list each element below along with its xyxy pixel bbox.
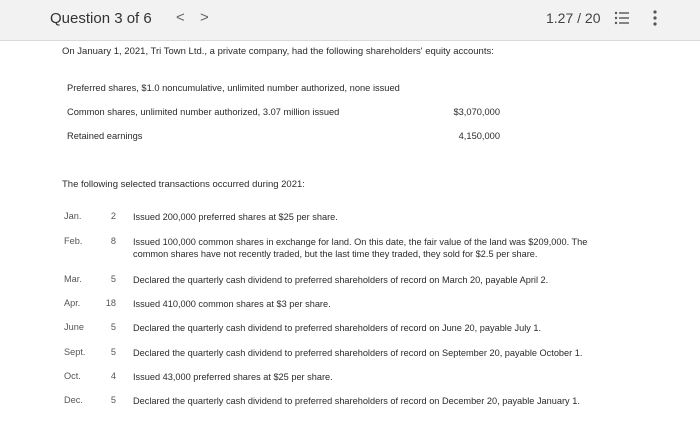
transaction-day: 5 <box>110 347 116 357</box>
transaction-day: 5 <box>110 395 116 405</box>
transaction-month: Mar. <box>64 274 82 284</box>
transaction-day: 5 <box>110 274 116 284</box>
previous-question-button[interactable]: < <box>176 9 185 26</box>
transaction-description: Declared the quarterly cash dividend to preferred shareholders of record on December 20, payable January 1. <box>133 396 580 406</box>
transaction-description: Issued 43,000 preferred shares at $25 per share. <box>133 372 333 382</box>
score-display: 1.27 / 20 <box>546 10 601 26</box>
transaction-month: Oct. <box>64 371 81 381</box>
transaction-day: 5 <box>110 322 116 332</box>
equity-common-amount: $3,070,000 <box>453 107 500 117</box>
transactions-intro: The following selected transactions occurred during 2021: <box>62 179 305 190</box>
list-icon[interactable] <box>614 10 630 26</box>
equity-retained-amount: 4,150,000 <box>458 131 500 141</box>
equity-preferred-label: Preferred shares, $1.0 noncumulative, unlimited number authorized, none issued <box>67 83 400 93</box>
transaction-month: Sept. <box>64 347 86 357</box>
transaction-month: Dec. <box>64 395 83 405</box>
intro-text: On January 1, 2021, Tri Town Ltd., a private company, had the following shareholders' equity accounts: <box>62 46 494 57</box>
next-question-button[interactable]: > <box>200 9 209 26</box>
more-vertical-icon[interactable] <box>650 9 660 27</box>
transaction-description: Declared the quarterly cash dividend to preferred shareholders of record on March 20, payable April 2. <box>133 275 549 285</box>
transaction-day: 2 <box>110 211 116 221</box>
transaction-month: Apr. <box>64 298 81 308</box>
transaction-day: 8 <box>110 236 116 246</box>
equity-common-label: Common shares, unlimited number authorized, 3.07 million issued <box>67 107 340 117</box>
transaction-description: Declared the quarterly cash dividend to preferred shareholders of record on June 20, payable July 1. <box>133 323 542 333</box>
question-header <box>0 0 700 41</box>
transaction-month: Jan. <box>64 211 82 221</box>
transaction-day: 4 <box>110 371 116 381</box>
transaction-description: Issued 410,000 common shares at $3 per share. <box>133 299 331 309</box>
transaction-description: Issued 100,000 common shares in exchange for land. On this date, the fair value of the land was $209,000. The common shares have not recently traded, but the last time they traded, they sold for $2.5 per share. <box>133 237 588 259</box>
transaction-month: June <box>64 322 84 332</box>
transaction-description: Declared the quarterly cash dividend to preferred shareholders of record on September 20, payable October 1. <box>133 348 583 358</box>
transaction-description: Issued 200,000 preferred shares at $25 per share. <box>133 212 338 222</box>
transaction-month: Feb. <box>64 236 83 246</box>
equity-retained-label: Retained earnings <box>67 131 143 141</box>
question-counter: Question 3 of 6 <box>50 10 152 27</box>
transaction-day: 18 <box>105 298 116 308</box>
